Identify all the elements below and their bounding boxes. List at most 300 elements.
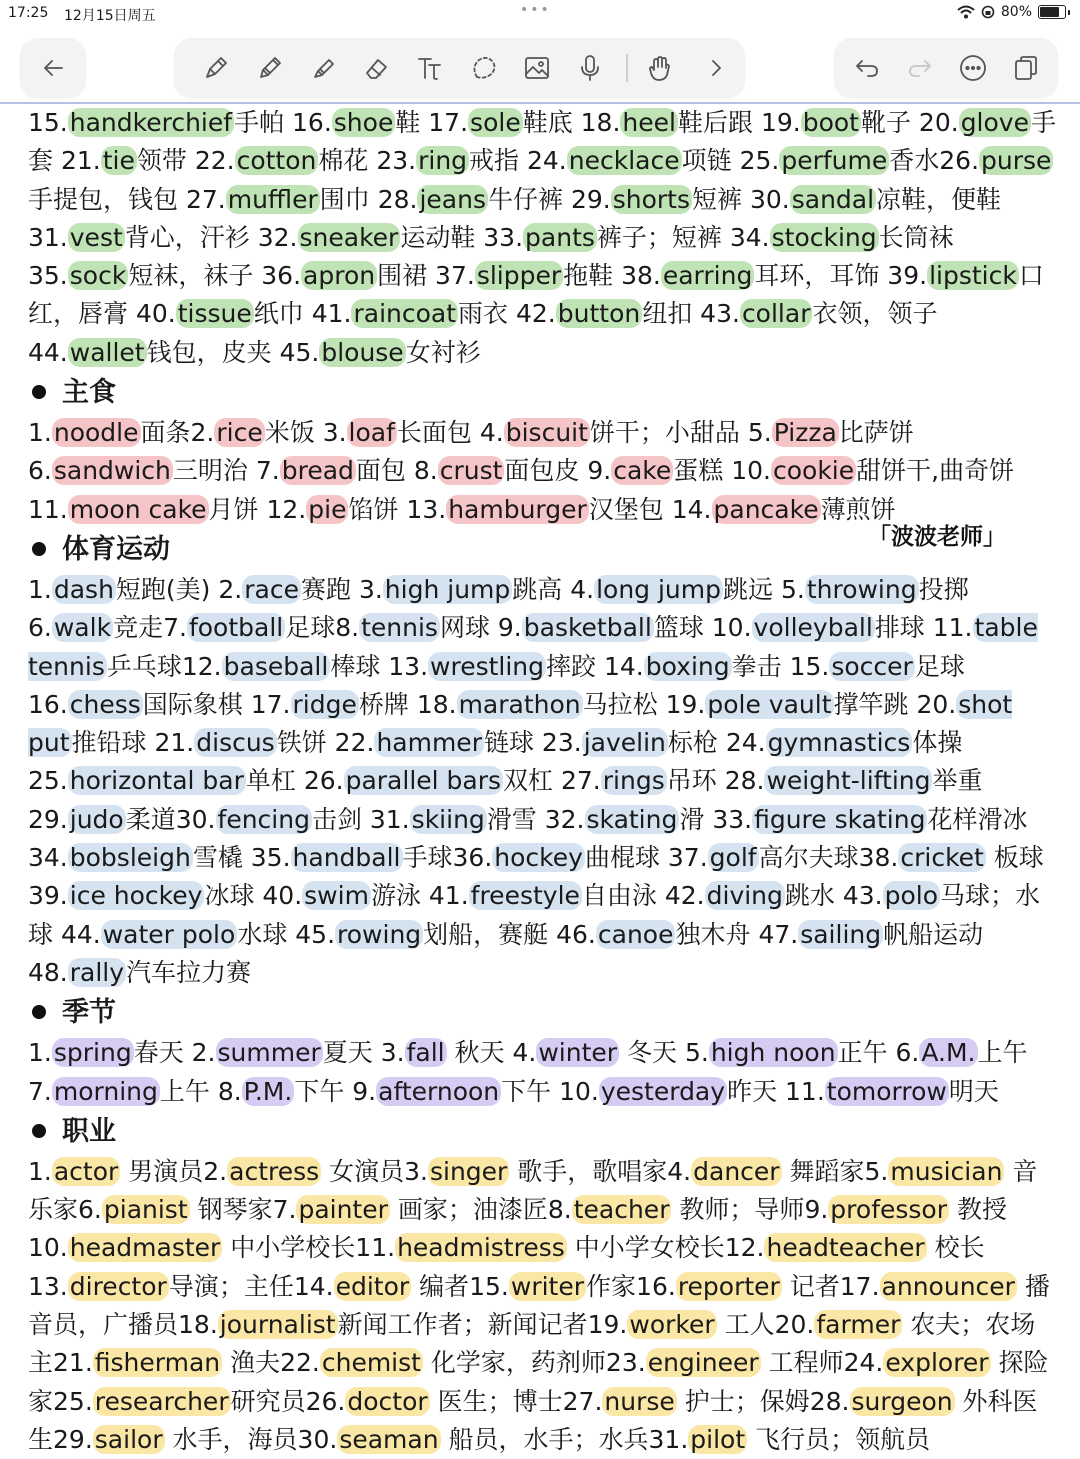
vocab-number: 13. <box>28 1271 68 1301</box>
vocab-number: 35. <box>28 261 68 291</box>
vocab-word: ice hockey <box>69 881 203 911</box>
vocab-number: 44. <box>60 919 101 949</box>
vocab-number: 31. <box>369 804 410 834</box>
vocab-word: skiing <box>411 804 485 834</box>
vocab-meaning: 冰球 <box>204 881 263 911</box>
vocab-meaning: 戒指 <box>469 146 527 176</box>
vocab-number: 16. <box>636 1271 676 1301</box>
vocab-meaning: 女演员 <box>321 1156 405 1186</box>
vocab-number: 12. <box>181 651 222 681</box>
vocab-meaning: 探险家 <box>28 1348 1049 1416</box>
vocab-number: 1. <box>28 418 52 448</box>
vocab-number: 10. <box>731 456 771 486</box>
vocab-number: 19. <box>587 1310 628 1340</box>
vocab-number: 24. <box>725 728 766 758</box>
vocab-number: 5. <box>780 574 805 604</box>
vocab-word: muffler <box>227 184 318 214</box>
vocab-word: nurse <box>604 1386 675 1416</box>
vocab-meaning: 马拉松 <box>582 689 666 719</box>
vocab-word: cake <box>613 456 672 486</box>
vocab-meaning: 渔夫 <box>222 1348 281 1378</box>
vocab-meaning: 拳击 <box>731 651 790 681</box>
vocab-meaning: 画家；油漆匠 <box>389 1195 548 1225</box>
vocab-word: raincoat <box>353 299 457 329</box>
vocab-meaning: 水手，海员 <box>164 1424 298 1454</box>
vocab-meaning: 冬天 <box>619 1038 685 1068</box>
vocab-number: 11. <box>932 613 973 643</box>
vocab-word: pilot <box>690 1424 746 1454</box>
vocab-word: polo <box>884 881 939 911</box>
actions-pill <box>834 38 1058 98</box>
vocab-number: 45. <box>279 337 320 367</box>
vocab-word: chess <box>69 689 141 719</box>
vocab-paragraph <box>28 1034 1058 1111</box>
vocab-word: dash <box>53 574 114 604</box>
vocab-number: 37. <box>435 261 475 291</box>
vocab-number: 42. <box>515 299 556 329</box>
vocab-number: 4. <box>512 1038 537 1068</box>
vocab-meaning: 雪橇 <box>192 843 251 873</box>
vocab-number: 22. <box>194 146 235 176</box>
bullet-icon <box>32 1005 46 1019</box>
vocab-word: sailor <box>94 1424 163 1454</box>
vocab-meaning: 工程师 <box>760 1348 844 1378</box>
vocab-number: 24. <box>843 1348 884 1378</box>
eraser-icon[interactable] <box>358 50 394 86</box>
vocab-word: volleyball <box>753 613 873 643</box>
vocab-meaning: 撑竿跳 <box>833 689 917 719</box>
vocab-meaning: 手球 <box>402 843 453 873</box>
vocab-number: 13. <box>388 651 429 681</box>
vocab-word: parallel bars <box>345 766 502 796</box>
vocab-word: P.M. <box>243 1076 293 1106</box>
vocab-word: boxing <box>645 651 730 681</box>
toolbar-divider <box>626 54 628 82</box>
vocab-meaning: 正午 <box>837 1038 896 1068</box>
vocab-word: cotton <box>236 146 317 176</box>
vocab-number: 29. <box>570 184 611 214</box>
vocab-word: singer <box>429 1156 508 1186</box>
vocab-word: tie <box>102 146 135 176</box>
vocab-meaning: 中小学女校长 <box>566 1233 725 1263</box>
vocab-meaning: 农夫；农场主 <box>28 1310 1036 1378</box>
vocab-word: earring <box>662 261 753 291</box>
vocab-word: freestyle <box>470 881 580 911</box>
pages-icon[interactable] <box>1008 50 1044 86</box>
vocab-meaning: 记者 <box>781 1271 840 1301</box>
vocab-number: 23. <box>605 1348 646 1378</box>
vocab-word: necklace <box>568 146 680 176</box>
vocab-meaning: 月饼 <box>208 494 267 524</box>
pen-icon[interactable] <box>198 50 234 86</box>
vocab-number: 42. <box>664 881 705 911</box>
rotation-lock-icon <box>981 5 995 19</box>
vocab-number: 12. <box>724 1233 765 1263</box>
vocab-number: 16. <box>292 108 332 137</box>
vocab-meaning: 手帕 <box>234 108 293 137</box>
multitasking-dots[interactable]: ••• <box>520 2 551 18</box>
vocab-number: 36. <box>261 261 302 291</box>
vocab-word: judo <box>69 804 124 834</box>
vocab-number: 18. <box>178 1310 218 1340</box>
vocab-word: apron <box>303 261 376 291</box>
vocab-number: 4. <box>570 574 595 604</box>
vocab-meaning: 上午 <box>977 1038 1028 1068</box>
vocab-meaning: 女衬衫 <box>405 337 481 367</box>
vocab-number: 6. <box>28 613 52 643</box>
vocab-meaning: 耳环，耳饰 <box>754 261 888 291</box>
vocab-number: 10. <box>28 1233 68 1263</box>
vocab-number: 34. <box>28 843 68 873</box>
vocab-number: 2. <box>191 1038 216 1068</box>
vocab-number: 5. <box>684 1038 709 1068</box>
vocab-number: 33. <box>712 804 753 834</box>
vocab-meaning: 赛跑 <box>300 574 359 604</box>
vocab-word: biscuit <box>505 418 588 448</box>
vocab-word: actress <box>229 1156 320 1186</box>
vocab-word: tomorrow <box>826 1076 947 1106</box>
arrow-left-icon[interactable] <box>35 50 71 86</box>
section-heading <box>28 1111 1058 1153</box>
vocab-word: pianist <box>103 1195 188 1225</box>
vocab-paragraph <box>28 571 1058 992</box>
vocab-word: doctor <box>347 1386 428 1416</box>
vocab-meaning: 裤子；短裤 <box>596 222 730 252</box>
vocab-meaning: 馅饼 <box>348 494 407 524</box>
vocab-word: A.M. <box>921 1038 976 1068</box>
vocab-word: soccer <box>831 651 913 681</box>
vocab-meaning: 面包 <box>355 456 414 486</box>
vocab-number: 38. <box>858 843 899 873</box>
vocab-word: diving <box>706 881 783 911</box>
vocab-meaning: 乒乓球 <box>106 651 182 681</box>
vocab-meaning: 棉花 <box>318 146 377 176</box>
vocab-number: 32. <box>257 222 298 252</box>
vocab-number: 11. <box>28 494 68 524</box>
vocab-meaning: 校长 <box>926 1233 985 1263</box>
vocab-word: wallet <box>69 337 145 367</box>
vocab-number: 11. <box>785 1076 825 1106</box>
vocab-meaning: 牛仔裤 <box>488 184 571 214</box>
vocab-word: noodle <box>53 418 139 448</box>
vocab-word: marathon <box>458 689 581 719</box>
vocab-meaning: 香水 <box>889 146 940 176</box>
vocab-word: yesterday <box>600 1076 726 1106</box>
vocab-meaning: 拖鞋 <box>563 261 622 291</box>
vocab-number: 21. <box>60 146 101 176</box>
vocab-number: 23. <box>541 728 582 758</box>
vocab-word: race <box>244 574 299 604</box>
vocab-word: bobsleigh <box>69 843 191 873</box>
vocab-meaning: 明天 <box>948 1076 999 1106</box>
vocab-meaning: 飞行员；领航员 <box>747 1424 931 1454</box>
vocab-number: 31. <box>28 222 68 252</box>
vocab-number: 15. <box>469 1271 509 1301</box>
note-toolbar <box>0 34 1080 104</box>
vocab-number: 13. <box>406 494 447 524</box>
vocab-number: 8. <box>335 613 360 643</box>
vocab-meaning: 医生；博士 <box>429 1386 563 1416</box>
vocab-word: handkerchief <box>69 108 233 137</box>
vocab-meaning: 自由泳 <box>581 881 665 911</box>
section-heading <box>28 372 1058 414</box>
status-indicators <box>957 4 1070 20</box>
vocab-meaning: 马球；水球 <box>28 881 1041 949</box>
vocab-word: writer <box>510 1271 585 1301</box>
battery-percent: 80% <box>1000 4 1032 20</box>
vocab-word: rice <box>216 418 263 448</box>
vocab-meaning: 衣领，领子 <box>812 299 938 329</box>
vocab-number: 32. <box>544 804 585 834</box>
vocab-meaning: 中小学校长 <box>222 1233 356 1263</box>
vocab-meaning: 比萨饼 <box>838 418 914 448</box>
vocab-number: 2. <box>190 418 215 448</box>
vocab-meaning: 摔跤 <box>546 651 604 681</box>
vocab-meaning: 钢琴家 <box>189 1195 273 1225</box>
vocab-number: 27. <box>185 184 226 214</box>
vocab-number: 3. <box>404 1156 428 1186</box>
vocab-word: sneaker <box>299 222 399 252</box>
vocab-meaning: 船员，水手；水兵 <box>440 1424 649 1454</box>
vocab-word: hammer <box>376 728 482 758</box>
vocab-number: 6. <box>78 1195 102 1225</box>
wifi-icon <box>957 5 975 19</box>
vocab-number: 25. <box>739 146 780 176</box>
vocab-meaning: 手提包，钱包 <box>28 184 186 214</box>
vocab-number: 36. <box>452 843 493 873</box>
vocab-number: 26. <box>939 146 980 176</box>
vocab-paragraph <box>28 414 1058 529</box>
vocab-number: 7. <box>28 1076 52 1106</box>
vocab-number: 29. <box>53 1424 93 1454</box>
vocab-number: 9. <box>352 1076 377 1106</box>
status-bar <box>0 0 1080 28</box>
vocab-meaning: 鞋底 <box>522 108 581 137</box>
vocab-meaning: 导演；主任 <box>168 1271 294 1301</box>
vocab-word: fall <box>406 1038 445 1068</box>
vocab-meaning: 竞走 <box>113 613 164 643</box>
vocab-meaning: 项链 <box>681 146 740 176</box>
vocab-number: 9. <box>587 456 612 486</box>
vocab-word: glove <box>960 108 1029 137</box>
vocab-meaning: 面包皮 <box>504 456 588 486</box>
vocab-meaning: 围巾 <box>319 184 378 214</box>
more-icon[interactable] <box>955 50 991 86</box>
vocab-word: purse <box>981 146 1052 176</box>
vocab-word: golf <box>709 843 757 873</box>
vocab-meaning: 桥牌 <box>358 689 417 719</box>
vocab-number: 24. <box>527 146 567 176</box>
vocab-meaning: 铁饼 <box>276 728 335 758</box>
lasso-icon[interactable] <box>466 50 502 86</box>
vocab-meaning: 排球 <box>874 613 933 643</box>
vocab-word: rowing <box>337 919 422 949</box>
vocab-number: 39. <box>28 881 68 911</box>
vocab-number: 20. <box>916 689 957 719</box>
vocab-number: 46. <box>556 919 596 949</box>
vocab-word: headmaster <box>69 1233 221 1263</box>
highlighter-icon[interactable] <box>305 50 341 86</box>
redo-icon[interactable] <box>902 50 938 86</box>
vocab-word: fencing <box>217 804 310 834</box>
vocab-word: sock <box>69 261 127 291</box>
vocab-meaning: 鞋 <box>395 108 429 137</box>
note-content[interactable] <box>28 104 1058 1459</box>
vocab-meaning: 钱包，皮夹 <box>146 337 280 367</box>
hand-touch-icon[interactable] <box>642 50 678 86</box>
vocab-meaning: 外科医生 <box>28 1386 1038 1454</box>
vocab-word: tissue <box>177 299 252 329</box>
vocab-number: 34. <box>729 222 770 252</box>
vocab-word: pie <box>308 494 347 524</box>
vocab-number: 17. <box>250 689 291 719</box>
vocab-number: 11. <box>355 1233 396 1263</box>
vocab-meaning: 短袜，袜子 <box>128 261 262 291</box>
vocab-word: explorer <box>885 1348 989 1378</box>
vocab-meaning: 滑雪 <box>486 804 545 834</box>
vocab-meaning: 夏天 <box>322 1038 381 1068</box>
vocab-meaning: 上午 <box>159 1076 218 1106</box>
vocab-meaning: 高尔夫球 <box>758 843 859 873</box>
vocab-number: 8. <box>217 1076 242 1106</box>
vocab-meaning: 滑 <box>679 804 713 834</box>
vocab-word: headmistress <box>397 1233 565 1263</box>
vocab-meaning: 纸巾 <box>253 299 312 329</box>
vocab-word: heel <box>622 108 676 137</box>
vocab-number: 27. <box>562 1386 603 1416</box>
vocab-number: 1. <box>28 1038 52 1068</box>
vocab-number: 43. <box>700 299 740 329</box>
vocab-number: 6. <box>28 456 52 486</box>
vocab-meaning: 花样滑冰 <box>927 804 1028 834</box>
vocab-number: 2. <box>218 574 243 604</box>
vocab-word: winter <box>538 1038 618 1068</box>
vocab-word: stocking <box>771 222 877 252</box>
vocab-meaning: 秋天 <box>446 1038 513 1068</box>
bullet-icon <box>32 385 46 399</box>
vocab-word: collar <box>741 299 811 329</box>
vocab-meaning: 帆船运动 <box>883 919 984 949</box>
vocab-number: 35. <box>250 843 291 873</box>
image-icon[interactable] <box>519 50 555 86</box>
vocab-number: 47. <box>758 919 799 949</box>
vocab-meaning: 篮球 <box>653 613 712 643</box>
section-heading-text: 季节 <box>62 997 116 1029</box>
undo-icon[interactable] <box>849 50 885 86</box>
vocab-number: 30. <box>175 804 216 834</box>
vocab-word: director <box>69 1271 167 1301</box>
vocab-number: 19. <box>665 689 706 719</box>
vocab-word: sandwich <box>53 456 171 486</box>
vocab-meaning: 春天 <box>133 1038 192 1068</box>
vocab-number: 18. <box>580 108 621 137</box>
vocab-number: 28. <box>377 184 418 214</box>
vocab-number: 10. <box>559 1076 599 1106</box>
vocab-meaning: 男演员 <box>120 1156 204 1186</box>
vocab-word: ring <box>418 146 468 176</box>
vocab-number: 21. <box>154 728 195 758</box>
vocab-number: 17. <box>839 1271 880 1301</box>
vocab-meaning: 标枪 <box>667 728 726 758</box>
vocab-number: 2. <box>203 1156 228 1186</box>
vocab-word: ridge <box>292 689 357 719</box>
vocab-word: morning <box>53 1076 158 1106</box>
vocab-word: canoe <box>597 919 674 949</box>
vocab-word: handball <box>292 843 401 873</box>
vocab-word: seaman <box>339 1424 439 1454</box>
vocab-meaning: 独木舟 <box>675 919 759 949</box>
vocab-word: figure skating <box>754 804 926 834</box>
vocab-meaning: 跳水 <box>784 881 843 911</box>
vocab-word: gymnastics <box>767 728 911 758</box>
vocab-number: 7. <box>163 613 187 643</box>
vocab-meaning: 三明治 <box>172 456 256 486</box>
vocab-meaning: 围裙 <box>377 261 436 291</box>
section-heading-text: 主食 <box>62 377 116 409</box>
vocab-word: moon cake <box>69 494 207 524</box>
vocab-meaning: 足球 <box>285 613 336 643</box>
vocab-word: farmer <box>816 1310 901 1340</box>
vocab-word: cookie <box>772 456 855 486</box>
vocab-number: 14. <box>293 1271 334 1301</box>
vocab-word: painter <box>298 1195 388 1225</box>
vocab-word: journalist <box>219 1310 336 1340</box>
vocab-meaning: 网球 <box>439 613 498 643</box>
vocab-word: lipstick <box>929 261 1017 291</box>
vocab-number: 7. <box>272 1195 297 1225</box>
vocab-meaning: 播音员，广播员 <box>28 1271 1050 1340</box>
vocab-number: 37. <box>667 843 708 873</box>
vocab-word: researcher <box>94 1386 229 1416</box>
vocab-meaning: 下午 <box>294 1076 353 1106</box>
section-heading-text: 体育运动 <box>62 533 170 565</box>
vocab-number: 8. <box>547 1195 572 1225</box>
vocab-meaning: 体操 <box>912 728 963 758</box>
vocab-meaning: 水球 <box>237 919 296 949</box>
vocab-word: loaf <box>348 418 395 448</box>
text-tool-icon[interactable] <box>412 50 448 86</box>
vocab-number: 10. <box>711 613 752 643</box>
vocab-meaning: 运动鞋 <box>400 222 484 252</box>
vocab-meaning: 教授 <box>949 1195 1007 1225</box>
vocab-word: javelin <box>583 728 666 758</box>
vocab-number: 3. <box>358 574 383 604</box>
pencil-icon[interactable] <box>252 50 288 86</box>
vocab-word: vest <box>69 222 123 252</box>
chevron-right-icon[interactable] <box>698 50 734 86</box>
vocab-word: football <box>188 613 284 643</box>
vocab-word: blouse <box>321 337 404 367</box>
microphone-icon[interactable] <box>572 50 608 86</box>
section-heading <box>28 992 1058 1034</box>
vocab-word: boot <box>802 108 859 137</box>
vocab-meaning: 柔道 <box>125 804 176 834</box>
vocab-number: 38. <box>621 261 661 291</box>
vocab-meaning: 链球 <box>483 728 542 758</box>
vocab-meaning: 领带 <box>136 146 195 176</box>
vocab-word: afternoon <box>378 1076 500 1106</box>
vocab-word: jeans <box>419 184 486 214</box>
vocab-word: announcer <box>881 1271 1015 1301</box>
vocab-word: pants <box>525 222 595 252</box>
vocab-word: fisherman <box>94 1348 221 1378</box>
vocab-number: 39. <box>887 261 928 291</box>
vocab-word: bread <box>281 456 354 486</box>
vocab-number: 25. <box>53 1386 93 1416</box>
vocab-meaning: 面条 <box>140 418 191 448</box>
vocab-number: 6. <box>895 1038 920 1068</box>
vocab-meaning: 划船，赛艇 <box>423 919 557 949</box>
